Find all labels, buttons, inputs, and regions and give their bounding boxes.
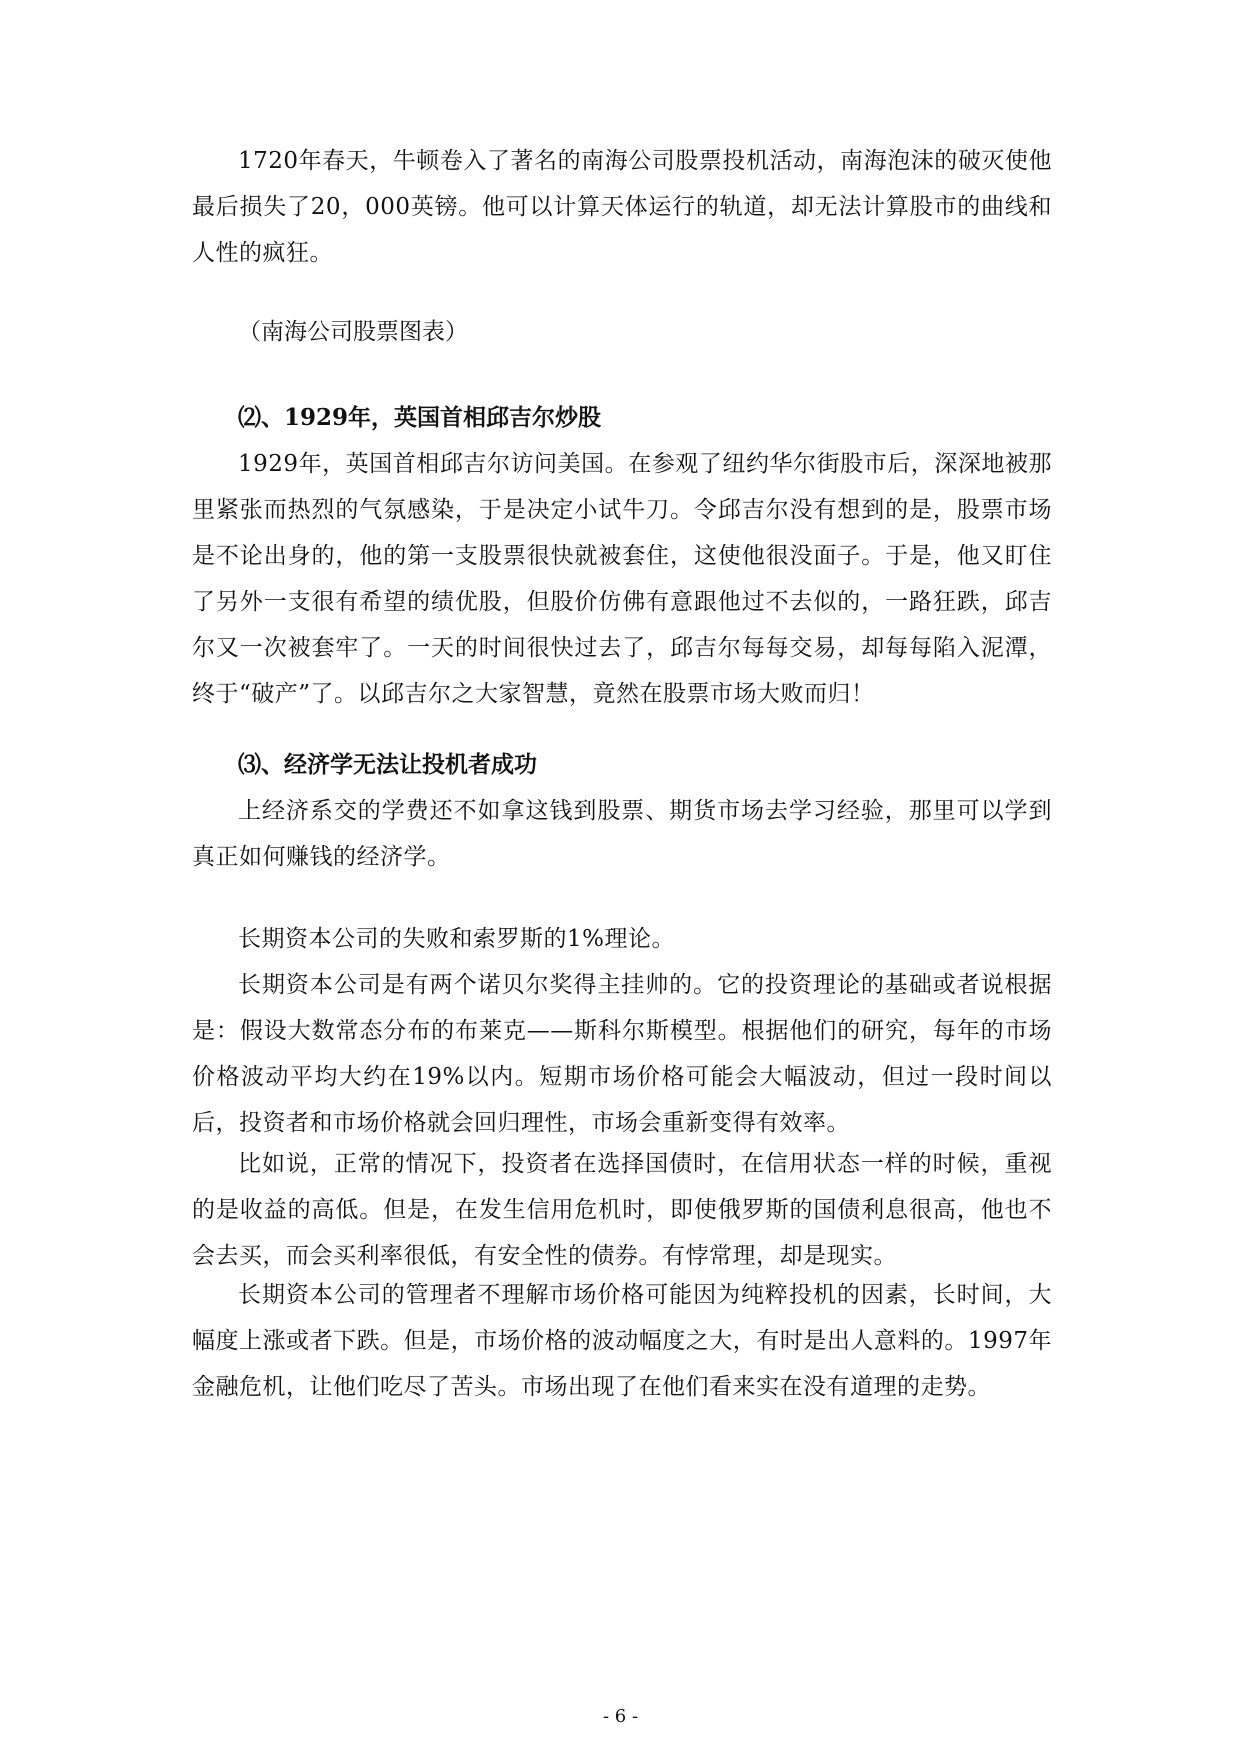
- page-number: - 6 -: [602, 1706, 639, 1727]
- paragraph-newton: 1720年春天，牛顿卷入了著名的南海公司股票投机活动，南海泡沫的破灭使他最后损失了20，000英镑。他可以计算天体运行的轨道，却无法计算股市的曲线和人性的疯狂。: [192, 148, 1052, 266]
- figure-caption: （南海公司股票图表）: [238, 319, 468, 345]
- paragraph-bonds: 比如说，正常的情况下，投资者在选择国债时，在信用状态一样的时候，重视的是收益的高低。但是，在发生信用危机时，即使俄罗斯的国债利息很高，他也不会去买，而会买利率很低，有安全性的债券。有悖常理，却是现实。: [192, 1151, 1052, 1269]
- paragraph-churchill: 1929年，英国首相邱吉尔访问美国。在参观了纽约华尔街股市后，深深地被那里紧张而热烈的气氛感染，于是决定小试牛刀。令邱吉尔没有想到的是，股票市场是不论出身的，他的第一支股票很快就被套住，这使他很没面子。于是，他又盯住了另外一支很有希望的绩优股，但股价仿佛有意跟他过不去似的，一路狂跌，邱吉尔又一次被套牢了。一天的时间很快过去了，邱吉尔每每交易，却每每陷入泥潭，终于“破产”了。以邱吉尔之大家智慧，竟然在股票市场大败而归！: [192, 451, 1052, 707]
- document-page: [192, 0, 1052, 1754]
- paragraph-ltcm-crisis: 长期资本公司的管理者不理解市场价格可能因为纯粹投机的因素，长时间，大幅度上涨或者下跌。但是，市场价格的波动幅度之大，有时是出人意料的。1997年金融危机，让他们吃尽了苦头。市场出现了在他们看来实在没有道理的走势。: [192, 1282, 1052, 1400]
- paragraph-ltcm-title: 长期资本公司的失败和索罗斯的1%理论。: [238, 926, 675, 952]
- section-heading-churchill: ⑵、1929年，英国首相邱吉尔炒股: [238, 404, 602, 431]
- paragraph-ltcm-theory: 长期资本公司是有两个诺贝尔奖得主挂帅的。它的投资理论的基础或者说根据是：假设大数常态分布的布莱克——斯科尔斯模型。根据他们的研究，每年的市场价格波动平均大约在19%以内。短期市场价格可能会大幅波动，但过一段时间以后，投资者和市场价格就会回归理性，市场会重新变得有效率。: [192, 972, 1052, 1136]
- section-heading-economics: ⑶、经济学无法让投机者成功: [238, 751, 537, 778]
- paragraph-economics: 上经济系交的学费还不如拿这钱到股票、期货市场去学习经验，那里可以学到真正如何赚钱的经济学。: [192, 798, 1052, 870]
